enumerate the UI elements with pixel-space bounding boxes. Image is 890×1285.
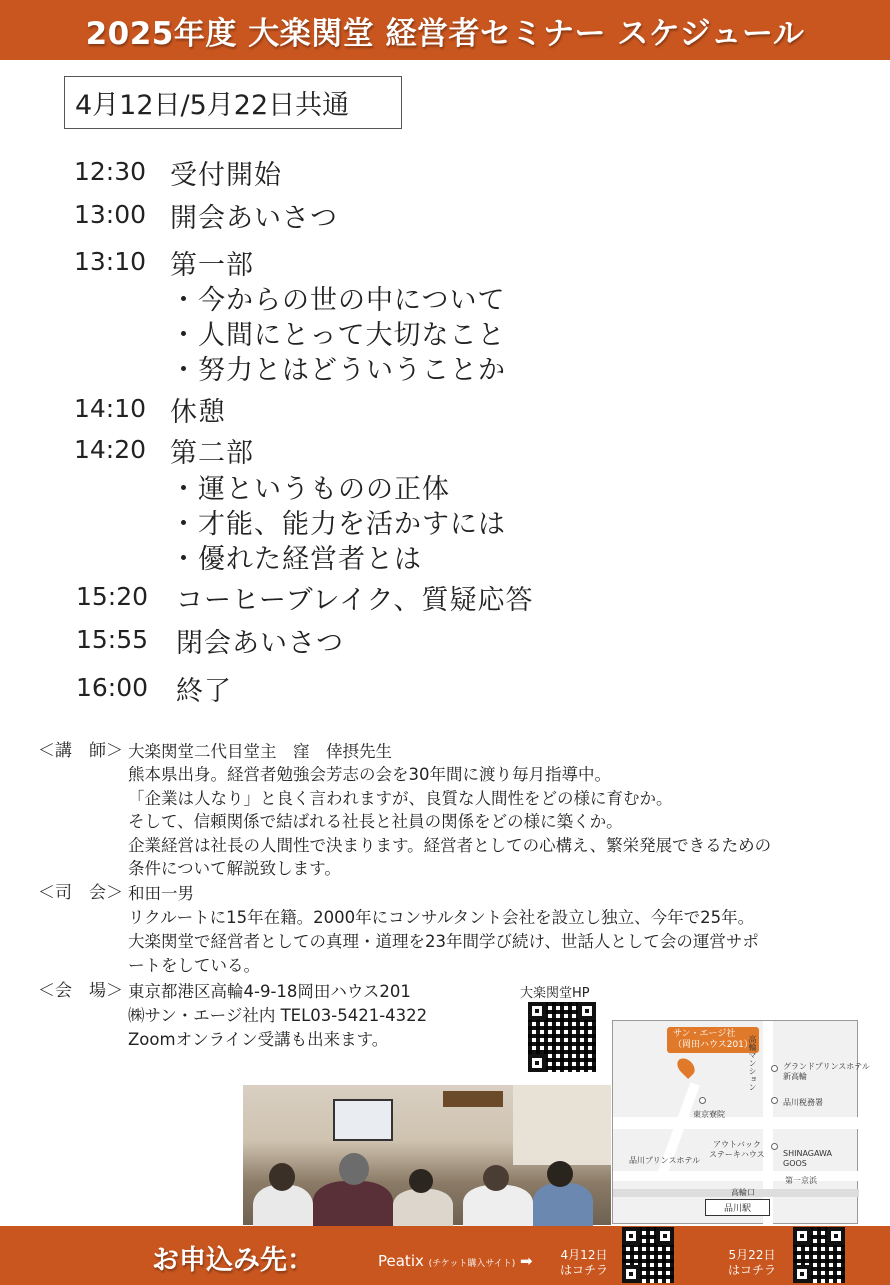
venue-line: Zoomオンライン受講も出来ます。 bbox=[128, 1030, 389, 1049]
schedule-text: 閉会あいさつ bbox=[176, 628, 344, 659]
map-label: 品川プリンスホテル bbox=[629, 1156, 701, 1165]
hp-label: 大楽関堂HP bbox=[520, 986, 590, 1001]
schedule-text: 第二部 bbox=[170, 438, 254, 469]
schedule-text: 終了 bbox=[176, 676, 232, 707]
map-label: 高輪口 bbox=[731, 1188, 755, 1197]
schedule-time: 14:20 bbox=[74, 435, 147, 464]
footer-title: お申込み先： bbox=[152, 1245, 314, 1276]
schedule-time: 15:55 bbox=[76, 625, 149, 654]
schedule-subitem: ・才能、能力を活かすには bbox=[170, 509, 506, 540]
schedule-subitem: ・今からの世の中について bbox=[170, 285, 506, 316]
qr-finder-icon bbox=[622, 1227, 640, 1245]
schedule-subitem: ・優れた経営者とは bbox=[170, 544, 422, 575]
access-map bbox=[612, 1020, 870, 1224]
date-box-label: 4月12日/5月22日共通 bbox=[75, 90, 350, 121]
lecturer-label: ＜講 師＞ bbox=[38, 741, 123, 761]
map-pin-label: サン・エージ社 （岡田ハウス201） bbox=[667, 1027, 759, 1053]
page-title: 2025年度 大楽関堂 経営者セミナー スケジュール bbox=[85, 15, 805, 52]
map-label: ステーキハウス bbox=[709, 1150, 765, 1159]
venue-line: ㈱サン・エージ社内 TEL03-5421-4322 bbox=[128, 1006, 428, 1025]
header-bar bbox=[0, 0, 890, 60]
lecturer-line: 条件について解説致します。 bbox=[128, 859, 341, 878]
hp-qr-code[interactable] bbox=[528, 1002, 596, 1072]
map-station: 品川駅 bbox=[705, 1199, 770, 1216]
seminar-photo bbox=[243, 1085, 611, 1225]
qr-finder-icon bbox=[793, 1227, 811, 1245]
map-pin-icon bbox=[674, 1055, 698, 1079]
map-label: アウトバック bbox=[713, 1140, 761, 1149]
host-line: 和田一男 bbox=[128, 884, 194, 903]
map-label: SHINAGAWA bbox=[783, 1149, 832, 1158]
map-label: 品川税務署 bbox=[783, 1098, 823, 1107]
apr12-qr-code[interactable] bbox=[622, 1227, 674, 1283]
venue-label: ＜会 場＞ bbox=[38, 981, 123, 1001]
schedule-text: 第一部 bbox=[170, 250, 254, 281]
date1-label: 4月12日 はコチラ bbox=[560, 1248, 609, 1277]
qr-finder-icon bbox=[578, 1002, 596, 1020]
lecturer-line: 「企業は人なり」と良く言われますが、良質な人間性をどの様に育むか。 bbox=[128, 789, 673, 808]
schedule-time: 12:30 bbox=[74, 157, 147, 186]
schedule-subitem: ・努力とはどういうことか bbox=[170, 355, 506, 386]
schedule-time: 14:10 bbox=[74, 394, 147, 423]
host-line: リクルートに15年在籍。2000年にコンサルタント会社を設立し独立、今年で25年。 bbox=[128, 908, 755, 927]
qr-finder-icon bbox=[528, 1054, 546, 1072]
qr-finder-icon bbox=[528, 1002, 546, 1020]
qr-finder-icon bbox=[656, 1227, 674, 1245]
qr-finder-icon bbox=[827, 1227, 845, 1245]
map-label: グランドプリンスホテル bbox=[783, 1062, 870, 1071]
lecturer-line: 大楽関堂二代目堂主 窪 倖摂先生 bbox=[128, 742, 392, 761]
schedule-text: 開会あいさつ bbox=[170, 203, 338, 234]
schedule-text: コーヒーブレイク、質疑応答 bbox=[176, 585, 534, 616]
schedule-time: 13:00 bbox=[74, 200, 147, 229]
map-label: GOOS bbox=[783, 1159, 807, 1168]
map-label: 東京寮院 bbox=[693, 1110, 725, 1119]
venue-line: 東京都港区高輪4-9-18岡田ハウス201 bbox=[128, 982, 411, 1001]
host-line: 大楽関堂で経営者としての真理・道理を23年間学び続け、世話人として会の運営サポ bbox=[128, 932, 759, 951]
schedule-time: 13:10 bbox=[74, 247, 147, 276]
may22-qr-code[interactable] bbox=[793, 1227, 845, 1283]
qr-finder-icon bbox=[793, 1265, 811, 1283]
date2-label: 5月22日 はコチラ bbox=[728, 1248, 777, 1277]
host-label: ＜司 会＞ bbox=[38, 883, 123, 903]
peatix-link[interactable]: Peatix (チケット購入サイト) ➡ bbox=[378, 1252, 533, 1270]
host-line: ートをしている。 bbox=[128, 956, 260, 975]
lecturer-line: 企業経営は社長の人間性で決まります。経営者としての心構え、繁栄発展できるための bbox=[128, 836, 772, 855]
lecturer-line: 熊本県出身。経営者勉強会芳志の会を30年間に渡り毎月指導中。 bbox=[128, 765, 611, 784]
lecturer-line: そして、信頼関係で結ばれる社長と社員の関係をどの様に築くか。 bbox=[128, 812, 623, 831]
schedule-text: 休憩 bbox=[170, 397, 226, 428]
schedule-subitem: ・運というものの正体 bbox=[170, 474, 450, 505]
map-label: 新高輪 bbox=[783, 1072, 807, 1081]
date-box bbox=[64, 76, 402, 129]
schedule-time: 15:20 bbox=[76, 582, 149, 611]
schedule-time: 16:00 bbox=[76, 673, 149, 702]
map-label: 高輪マンション bbox=[748, 1035, 757, 1091]
qr-finder-icon bbox=[622, 1265, 640, 1283]
schedule-text: 受付開始 bbox=[170, 160, 282, 191]
map-label: 第一京浜 bbox=[785, 1176, 817, 1185]
schedule-subitem: ・人間にとって大切なこと bbox=[170, 320, 506, 351]
arrow-right-icon: ➡ bbox=[520, 1252, 533, 1270]
